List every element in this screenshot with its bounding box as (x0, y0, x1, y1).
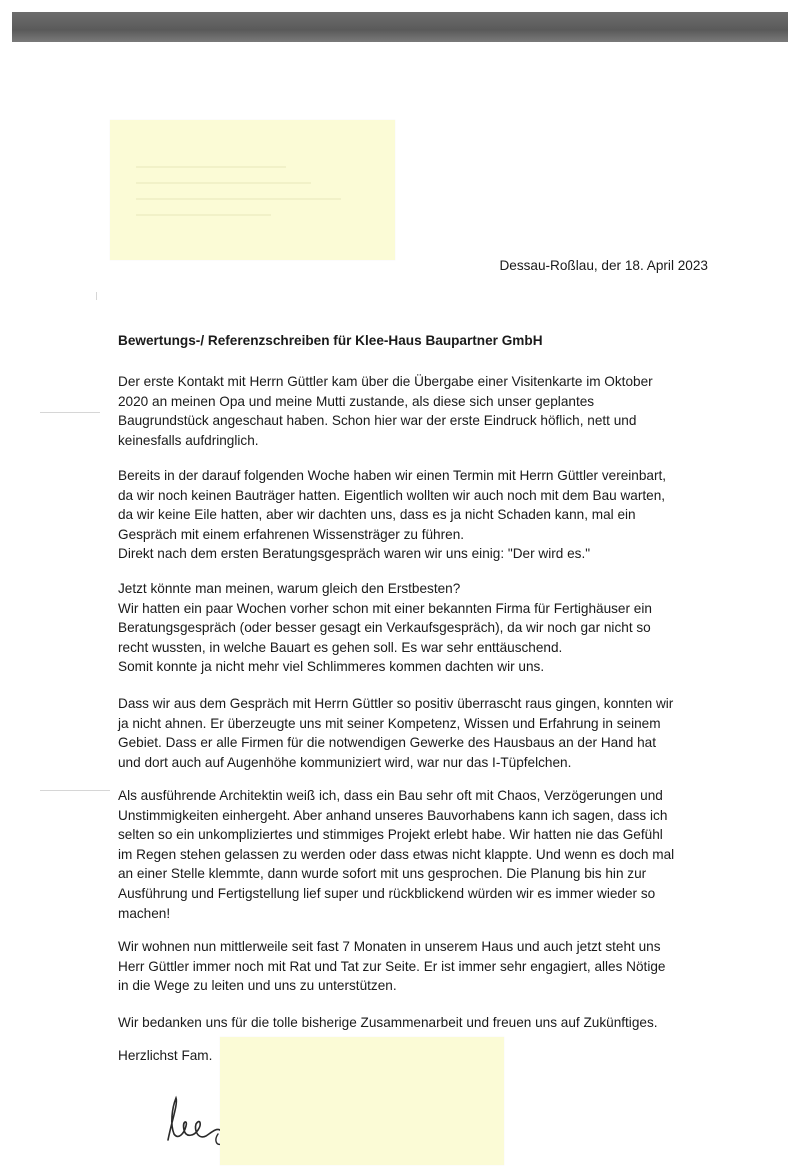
text-line: 2020 an meinen Opa und meine Mutti zustande, als diese sich unser geplantes (118, 393, 595, 409)
text-line: Wir bedanken uns für die tolle bisherige Zusammenarbeit und freuen uns auf Zukünftiges. (118, 1015, 658, 1030)
letter-subject: Bewertungs-/ Referenzschreiben für Klee-Haus Baupartner GmbH (118, 333, 543, 348)
paragraph-3 (118, 579, 728, 677)
text-line: recht wussten, in welche Bauart es gehen soll. Es war sehr enttäuschend. (118, 639, 563, 655)
scan-artifact-line (40, 412, 100, 413)
text-line: Beratungsgespräch (oder besser gesagt ein Verkaufsgespräch), da wir noch gar nicht so (118, 620, 651, 636)
text-line: ja nicht ahnen. Er überzeugte uns mit seiner Kompetenz, Wissen und Erfahrung in seinem (118, 715, 661, 731)
text-line: im Regen stehen gelassen zu werden oder dass etwas nicht klappte. Und wenn es doch mal (118, 846, 675, 862)
signature-sticky-note (220, 1037, 504, 1165)
text-line: Unstimmigkeiten einhergeht. Aber anhand unseres Bauvorhabens kann ich sagen, dass ich (118, 807, 668, 823)
text-line: Bereits in der darauf folgenden Woche haben wir einen Termin mit Herrn Güttler vereinbart, (118, 468, 667, 483)
paragraph-4 (118, 694, 728, 772)
address-sticky-note (110, 120, 395, 260)
text-line: keinesfalls aufdringlich. (118, 432, 259, 448)
paragraph-5 (118, 786, 728, 923)
closing-text: Herzlichst Fam. (118, 1048, 213, 1063)
text-line: Der erste Kontakt mit Herrn Güttler kam über die Übergabe einer Visitenkarte im Oktober (118, 374, 653, 389)
paragraph-7 (118, 1013, 728, 1033)
paragraph-2 (118, 466, 728, 564)
text-line: Ausführung und Fertigstellung lief super und rückblickend würden wir es immer wieder so (118, 885, 656, 901)
text-line: Jetzt könnte man meinen, warum gleich den Erstbesten? (118, 581, 461, 596)
text-line: machen! (118, 905, 171, 921)
text-line: Wir hatten ein paar Wochen vorher schon mit einer bekannten Firma für Fertighäuser ein (118, 600, 652, 616)
text-line: und dort auch auf Augenhöhe kommuniziert wird, war nur das I-Tüpfelchen. (118, 754, 572, 770)
text-line: Gebiet. Dass er alle Firmen für die notwendigen Gewerke des Hausbaus an der Hand hat (118, 735, 657, 751)
text-line: Dass wir aus dem Gespräch mit Herrn Güttler so positiv überrascht raus gingen, konnten wir (118, 696, 674, 711)
scan-edge-bar (12, 12, 788, 42)
text-line: selten so ein unkompliziertes und stimmiges Projekt erlebt habe. Wir hatten nie das Gefühl (118, 827, 663, 843)
redacted-address-lines (136, 166, 346, 230)
text-line: Baugrundstück angeschaut haben. Schon hier war der erste Eindruck höflich, nett und (118, 413, 637, 429)
text-line: Direkt nach dem ersten Beratungsgespräch waren wir uns einig: "Der wird es." (118, 546, 591, 562)
place-date: Dessau-Roßlau, der 18. April 2023 (499, 258, 708, 273)
text-line: Herr Güttler immer noch mit Rat und Tat zur Seite. Er ist immer sehr engagiert, alles Nötige (118, 958, 666, 974)
text-line: da wir keine Eile hatten, aber wir dachten uns, dass es ja nicht Schaden kann, mal ein (118, 507, 636, 523)
text-line: Somit konnte ja nicht mehr viel Schlimmeres kommen dachten wir uns. (118, 659, 545, 675)
scan-artifact-line (40, 790, 110, 791)
paragraph-1 (118, 372, 728, 450)
paragraph-6 (118, 937, 728, 996)
text-line: Wir wohnen nun mittlerweile seit fast 7 Monaten in unserem Haus und auch jetzt steht uns (118, 939, 661, 954)
text-line: an einer Stelle klemmte, dann wurde sofort mit uns gesprochen. Die Planung bis hin zur (118, 866, 647, 882)
scan-artifact-mark (96, 292, 97, 300)
text-line: Gespräch mit einem erfahrenen Wissensträger zu führen. (118, 526, 465, 542)
text-line: Als ausführende Architektin weiß ich, dass ein Bau sehr oft mit Chaos, Verzögerungen und (118, 788, 663, 803)
text-line: in die Wege zu leiten und uns zu unterstützen. (118, 978, 397, 994)
text-line: da wir noch keinen Bauträger hatten. Eigentlich wollten wir auch noch mit dem Bau warten, (118, 487, 666, 503)
